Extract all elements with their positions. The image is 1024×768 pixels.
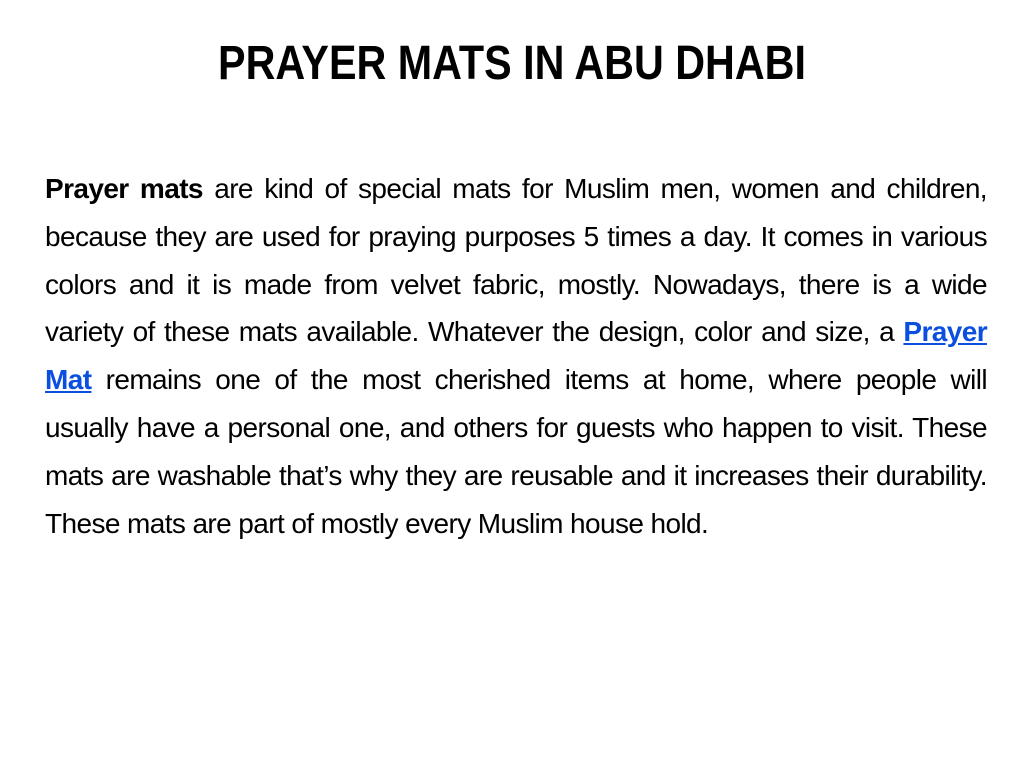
body-paragraph [45,165,987,547]
paragraph-text-before-link: are kind of special mats for Muslim men, women and children, because they are used for praying purposes 5 times a day. It comes in various colors and it is made from velvet fabric, mostly. Nowadays, there is a wide variety of these mats available. Whatever the design, color and size, a [45,173,987,348]
prayer-mat-link[interactable]: Prayer Mat [45,316,987,396]
lead-phrase: Prayer mats [45,173,203,204]
paragraph-text-after-link: remains one of the most cherished items at home, where people will usually have a personal one, and others for guests who happen to visit. These mats are washable that’s why they are reusable and it increases their durability. These mats are part of mostly every Muslim house hold. [45,364,987,539]
slide-title: PRAYER MATS IN ABU DHABI [218,37,806,90]
